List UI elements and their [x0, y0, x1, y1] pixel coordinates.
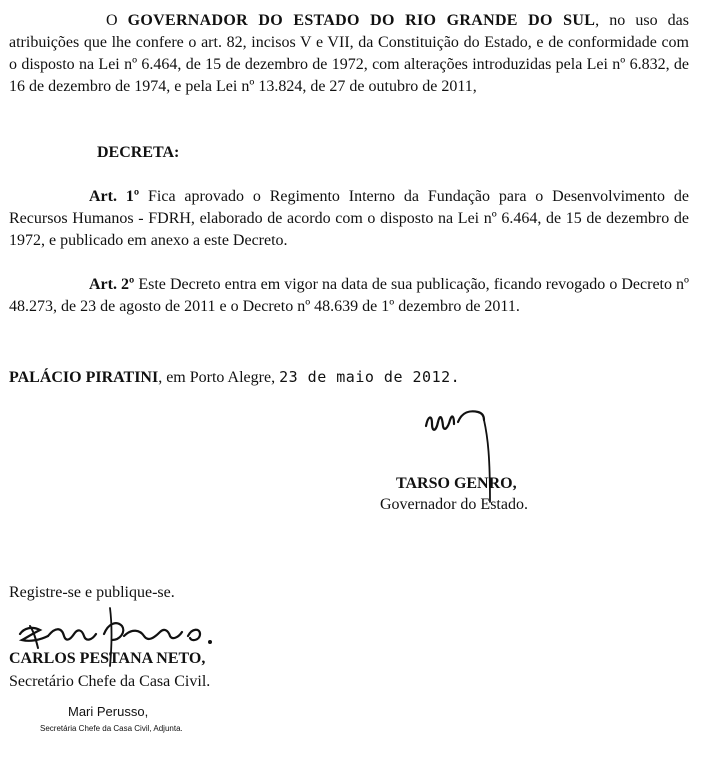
governor-title: GOVERNADOR DO ESTADO DO RIO GRANDE DO SUL — [127, 12, 596, 29]
adjunct-name: Mari Perusso, — [68, 704, 149, 719]
article-1-label: Art. 1º — [89, 188, 140, 205]
place-and-date — [9, 366, 460, 389]
article-1-text: Fica aprovado o Regimento Interno da Fundação para o Desenvolvimento de Recursos Humanos - FDRH, elaborado de acordo com o disposto na Lei nº 6.464, de 15 de dezembro de 1972, e publicado em anexo a este Decreto. — [9, 188, 690, 249]
place-city: , em Porto Alegre, — [158, 369, 280, 386]
preamble-paragraph — [9, 10, 689, 98]
adjunct-title: Secretária Chefe da Casa Civil, Adjunta. — [40, 724, 183, 733]
article-2-text: Este Decreto entra em vigor na data de sua publicação, ficando revogado o Decreto nº 48.273, de 23 de agosto de 2011 e o Decreto nº 48.639 de 1º dezembro de 2011. — [9, 276, 689, 315]
secretary-name: CARLOS PESTANA NETO, — [9, 650, 206, 667]
palace-name: PALÁCIO PIRATINI — [9, 369, 159, 386]
governor-sign-title: Governador do Estado. — [380, 496, 528, 513]
registre-line: Registre-se e publique-se. — [9, 584, 175, 601]
governor-sign-name: TARSO GENRO, — [396, 475, 517, 492]
secretary-title: Secretário Chefe da Casa Civil. — [9, 673, 211, 690]
article-2-paragraph — [9, 274, 689, 318]
decree-date: 23 de maio de 2012. — [279, 368, 461, 386]
preamble-lead: O — [106, 12, 128, 29]
preamble-text: , no uso das atribuições que lhe confere o art. 82, incisos V e VII, da Constituição do Estado, e de conformidade com o disposto na Lei nº 6.464, de 15 de dezembro de 1972, com alterações introduzidas pela Lei nº 6.832, de 16 de dezembro de 1974, e pela Lei nº 13.824, de 27 de outubro de 2011, — [9, 12, 689, 95]
decreta-heading: DECRETA: — [97, 144, 180, 161]
article-1-paragraph — [9, 186, 689, 252]
article-2-label: Art. 2º — [89, 276, 135, 293]
